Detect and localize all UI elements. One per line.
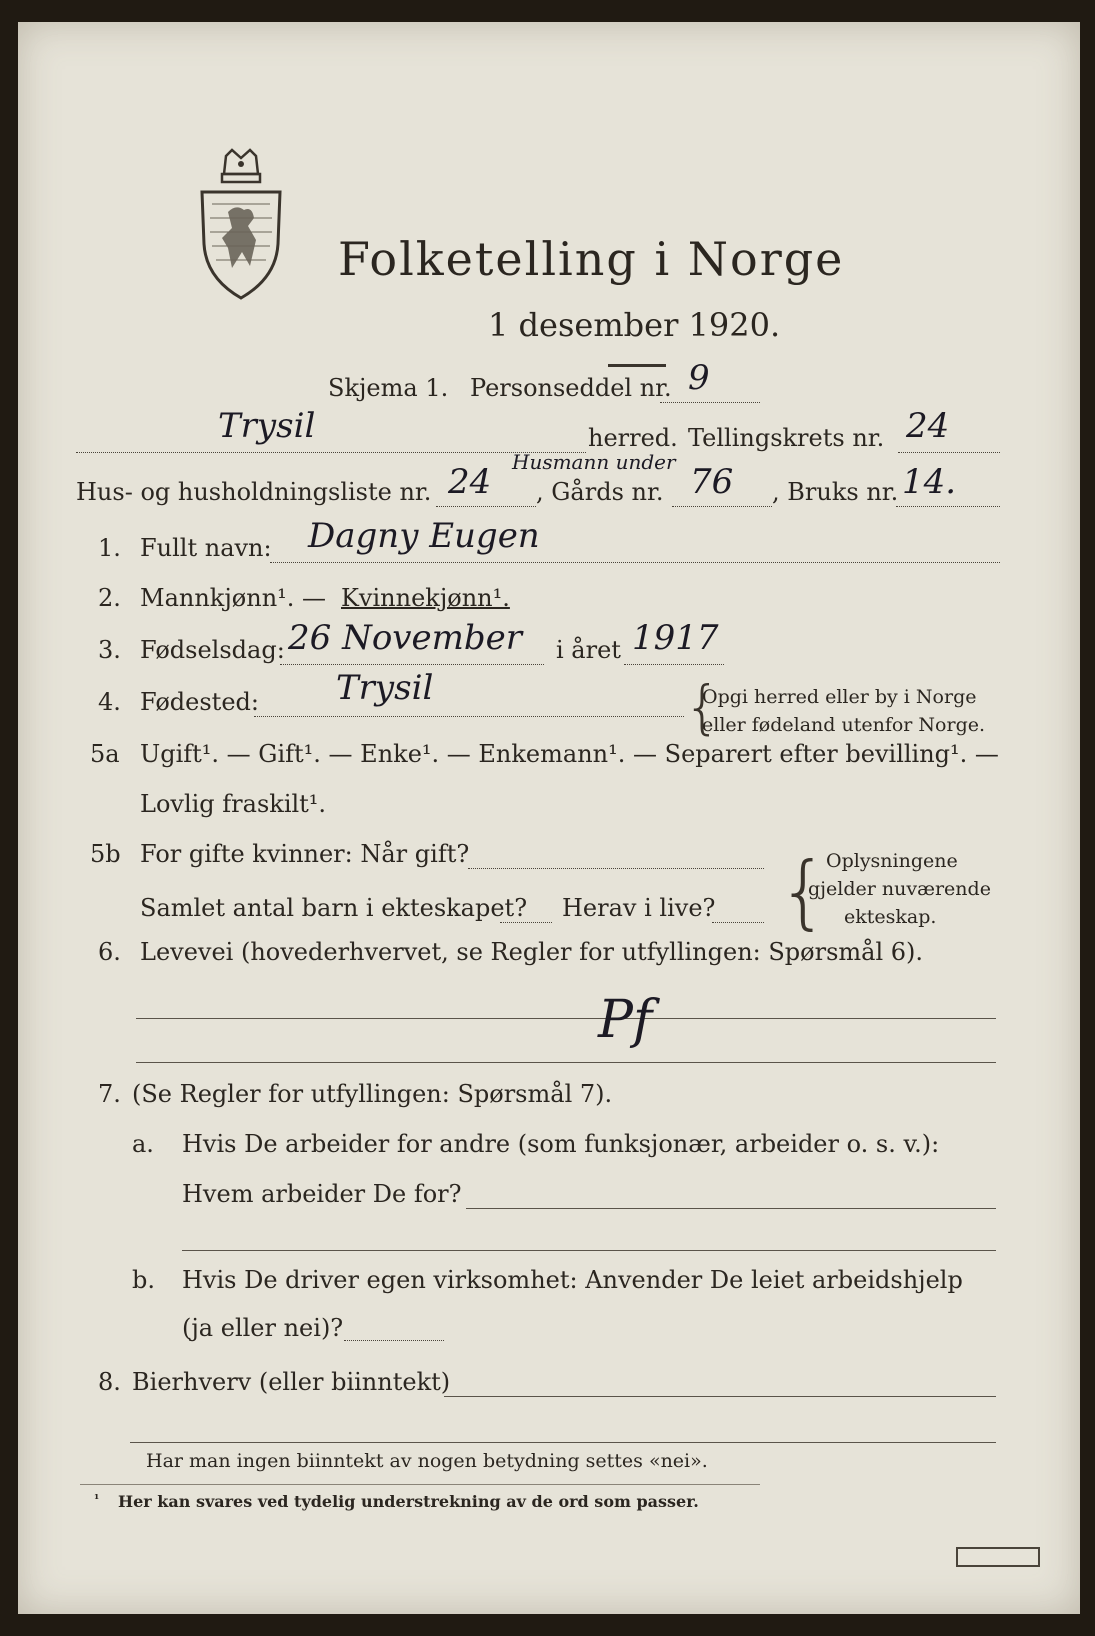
q5b-note-3: ekteskap. bbox=[844, 906, 937, 928]
q3-value: 26 November bbox=[288, 618, 522, 658]
printer-stamp bbox=[956, 1547, 1040, 1567]
q1-line bbox=[270, 562, 1000, 563]
footer-note: Har man ingen biinntekt av nogen betydning settes «nei». bbox=[146, 1450, 708, 1472]
q8-text: Bierhverv (eller biinntekt) bbox=[132, 1368, 451, 1396]
q2-female-option: Kvinnekjønn¹. bbox=[341, 584, 510, 612]
q3-line bbox=[280, 664, 544, 665]
q5b-number: 5b bbox=[90, 840, 121, 868]
q7b-line bbox=[344, 1340, 444, 1341]
herred-line bbox=[76, 452, 586, 453]
q4-number: 4. bbox=[98, 688, 121, 716]
tellingskrets-line bbox=[898, 452, 1000, 453]
q8-number: 8. bbox=[98, 1368, 121, 1396]
husmann-note: Husmann under bbox=[512, 450, 676, 474]
bruks-value: 14. bbox=[902, 462, 957, 502]
q6-line-1 bbox=[136, 1018, 996, 1019]
title-divider bbox=[608, 364, 666, 367]
q5b-children-line bbox=[500, 922, 552, 923]
form-title: Folketelling i Norge bbox=[338, 232, 845, 286]
footnote-mark: ¹ bbox=[94, 1492, 100, 1506]
q7a-line bbox=[466, 1208, 996, 1209]
q6-value: Pf bbox=[598, 990, 653, 1050]
bruks-label: , Bruks nr. bbox=[772, 478, 899, 506]
q7a-line2: Hvem arbeider De for? bbox=[182, 1180, 462, 1208]
q4-value: Trysil bbox=[336, 668, 434, 708]
q3-label: Fødselsdag: bbox=[140, 636, 285, 664]
q3-year-label: i året bbox=[556, 636, 621, 664]
q5b-line2: Samlet antal barn i ekteskapet? bbox=[140, 894, 528, 922]
q5b-married-line bbox=[468, 868, 764, 869]
q4-note-1: Opgi herred eller by i Norge bbox=[702, 686, 977, 708]
q5b-alive-line bbox=[712, 922, 764, 923]
q7a-label: a. bbox=[132, 1130, 154, 1158]
q5a-line1: Ugift¹. — Gift¹. — Enke¹. — Enkemann¹. — Separert efter bevilling¹. — bbox=[140, 740, 999, 768]
q7a-line-extra bbox=[182, 1250, 996, 1251]
liste-value: 24 bbox=[448, 462, 492, 502]
q4-brace: { bbox=[684, 673, 721, 741]
q4-note-2: eller fødeland utenfor Norge. bbox=[702, 714, 986, 736]
bruks-line bbox=[896, 506, 1000, 507]
personseddel-line bbox=[660, 402, 760, 403]
herred-label: herred. bbox=[588, 424, 678, 452]
tellingskrets-label: Tellingskrets nr. bbox=[688, 424, 885, 452]
schema-label: Skjema 1. bbox=[328, 374, 449, 402]
q1-number: 1. bbox=[98, 534, 121, 562]
tellingskrets-value: 24 bbox=[906, 406, 950, 446]
q5b-brace: { bbox=[778, 845, 829, 938]
q6-text: Levevei (hovederhvervet, se Regler for utfyllingen: Spørsmål 6). bbox=[140, 938, 924, 966]
q5b-note-1: Oplysningene bbox=[826, 850, 958, 872]
q7b-label: b. bbox=[132, 1266, 155, 1294]
personseddel-value: 9 bbox=[688, 358, 710, 398]
hus-label: Hus- og husholdningsliste nr. bbox=[76, 478, 432, 506]
gards-label: , Gårds nr. bbox=[536, 478, 664, 506]
q7-text: (Se Regler for utfyllingen: Spørsmål 7). bbox=[132, 1080, 613, 1108]
q2-male-option: Mannkjønn¹. — bbox=[140, 584, 327, 612]
footnote-text: Her kan svares ved tydelig understrekning av de ord som passer. bbox=[118, 1492, 699, 1511]
q8-line bbox=[444, 1396, 996, 1397]
q3-year-line bbox=[624, 664, 724, 665]
personseddel-label: Personseddel nr. bbox=[470, 374, 672, 402]
q5b-alive-label: Herav i live? bbox=[562, 894, 716, 922]
q5b-line1: For gifte kvinner: Når gift? bbox=[140, 840, 470, 868]
q4-line bbox=[254, 716, 684, 717]
q1-value: Dagny Eugen bbox=[308, 516, 540, 556]
form-date: 1 desember 1920. bbox=[488, 306, 781, 344]
q2-number: 2. bbox=[98, 584, 121, 612]
q4-label: Fødested: bbox=[140, 688, 259, 716]
gards-value: 76 bbox=[690, 462, 734, 502]
q7b-line2: (ja eller nei)? bbox=[182, 1314, 344, 1342]
q7a-line1: Hvis De arbeider for andre (som funksjonær, arbeider o. s. v.): bbox=[182, 1130, 940, 1158]
q6-line-2 bbox=[136, 1062, 996, 1063]
q5a-number: 5a bbox=[90, 740, 120, 768]
liste-line bbox=[436, 506, 536, 507]
q5a-line2: Lovlig fraskilt¹. bbox=[140, 790, 327, 818]
herred-value: Trysil bbox=[218, 406, 316, 446]
q5b-note-2: gjelder nuværende bbox=[808, 878, 991, 900]
footnote-divider bbox=[80, 1484, 760, 1485]
q8-line-extra bbox=[130, 1442, 996, 1443]
gards-line bbox=[672, 506, 772, 507]
q7-number: 7. bbox=[98, 1080, 121, 1108]
q3-number: 3. bbox=[98, 636, 121, 664]
q3-year-value: 1917 bbox=[632, 618, 719, 658]
q1-label: Fullt navn: bbox=[140, 534, 272, 562]
q7b-line1: Hvis De driver egen virksomhet: Anvender De leiet arbeidshjelp bbox=[182, 1266, 963, 1294]
q6-number: 6. bbox=[98, 938, 121, 966]
coat-of-arms-icon bbox=[198, 148, 284, 300]
census-form bbox=[18, 22, 1080, 1614]
